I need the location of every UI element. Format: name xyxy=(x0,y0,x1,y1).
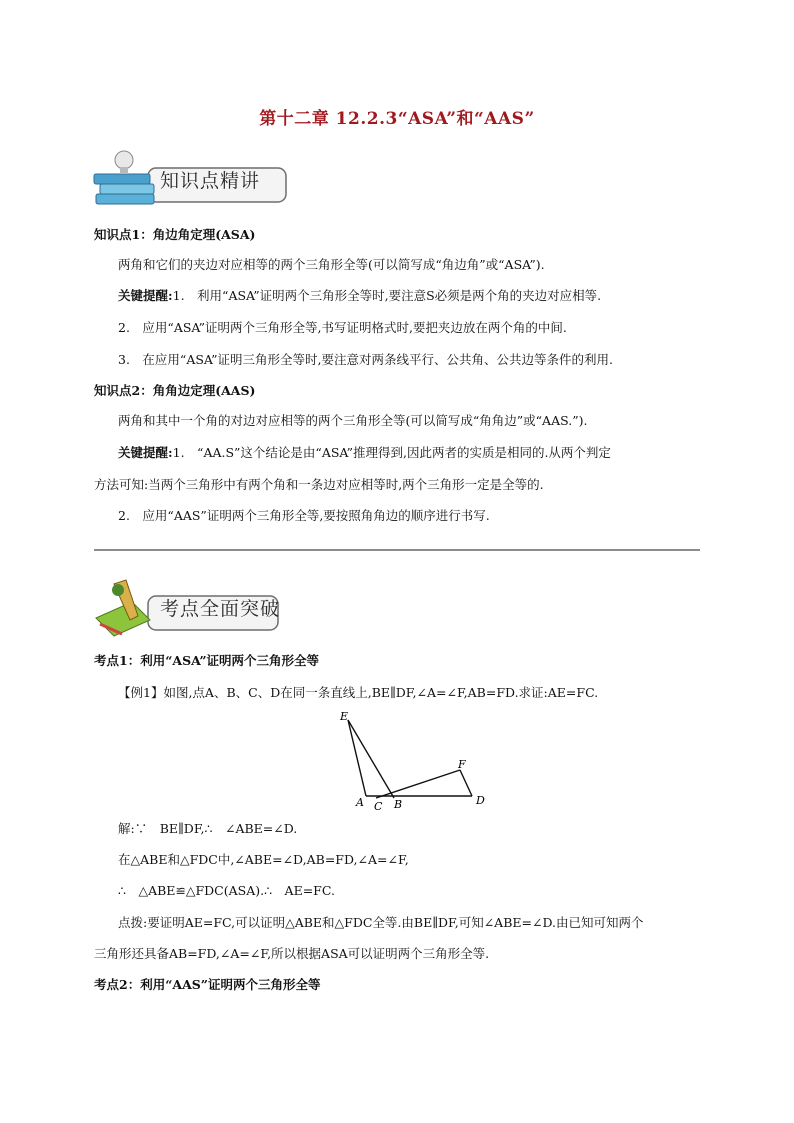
e1-solution-1: 解:∵ BE∥DF,∴ ∠ABE=∠D. xyxy=(118,821,298,836)
k2-heading: 知识点2：角角边定理(AAS) xyxy=(94,383,256,398)
k1-definition: 两角和它们的夹边对应相等的两个三角形全等(可以简写成“角边角”或“ASA”). xyxy=(118,257,545,272)
k2-tip2: 2. 应用“AAS”证明两个三角形全等,要按照角角边的顺序进行书写. xyxy=(118,508,490,523)
line-fc xyxy=(376,770,460,798)
e1-hint-2: 三角形还具备AB=FD,∠A=∠F,所以根据ASA可以证明两个三角形全等. xyxy=(94,946,490,961)
exam-banner-label: 考点全面突破 xyxy=(160,598,281,620)
e1-example-tag: 【例1】 xyxy=(118,685,164,700)
line-ea xyxy=(348,720,366,796)
knowledge-banner xyxy=(92,150,287,208)
k1-tip3: 3. 在应用“ASA”证明三角形全等时,要注意对两条线平行、公共角、公共边等条件的利用. xyxy=(118,352,613,367)
triangle-figure xyxy=(336,706,496,810)
k1-tip1-text: 1. 利用“ASA”证明两个三角形全等时,要注意S必须是两个角的夹边对应相等. xyxy=(172,288,602,303)
page-title: 第十二章 12.2.3“ASA”和“AAS” xyxy=(259,109,535,129)
knowledge-banner-label: 知识点精讲 xyxy=(160,170,261,192)
k1-tip2: 2. 应用“ASA”证明两个三角形全等,书写证明格式时,要把夹边放在两个角的中间. xyxy=(118,320,567,335)
label-f: F xyxy=(458,758,466,771)
label-c: C xyxy=(374,800,383,810)
k1-heading: 知识点1：角边角定理(ASA) xyxy=(94,227,256,242)
k1-tip1 xyxy=(118,287,704,305)
k1-tip-label: 关键提醒: xyxy=(118,288,173,303)
k2-tip1a xyxy=(118,444,704,462)
exam-banner xyxy=(92,578,287,636)
label-d: D xyxy=(476,794,485,807)
line-eb xyxy=(348,720,394,798)
e1-solution-3: ∴ △ABE≌△FDC(ASA).∴ AE=FC. xyxy=(118,883,335,898)
e2-heading: 考点2：利用“AAS”证明两个三角形全等 xyxy=(94,977,321,992)
e1-hint-1: 点拨:要证明AE=FC,可以证明△ABE和△FDC全等.由BE∥DF,可知∠ABE=∠D.由已知可知两个 xyxy=(118,915,644,930)
line-fd xyxy=(460,770,472,796)
e1-example xyxy=(118,684,704,702)
k2-tip-label: 关键提醒: xyxy=(118,445,173,460)
e1-heading: 考点1：利用“ASA”证明两个三角形全等 xyxy=(94,653,320,668)
label-a: A xyxy=(356,796,364,809)
section-divider xyxy=(94,549,700,551)
e1-example-text: 如图,点A、B、C、D在同一条直线上,BE∥DF,∠A=∠F,AB=FD.求证:AE=FC. xyxy=(163,685,599,700)
k2-tip1b: 方法可知:当两个三角形中有两个角和一条边对应相等时,两个三角形一定是全等的. xyxy=(94,477,544,492)
k2-tip1a-text: 1. “AA.S”这个结论是由“ASA”推理得到,因此两者的实质是相同的.从两个判定 xyxy=(172,445,611,460)
label-b: B xyxy=(394,798,403,810)
e1-solution-2: 在△ABE和△FDC中,∠ABE=∠D,AB=FD,∠A=∠F, xyxy=(118,852,409,867)
k2-definition: 两角和其中一个角的对边对应相等的两个三角形全等(可以简写成“角角边”或“AAS.”). xyxy=(118,413,588,428)
label-e: E xyxy=(340,710,349,723)
